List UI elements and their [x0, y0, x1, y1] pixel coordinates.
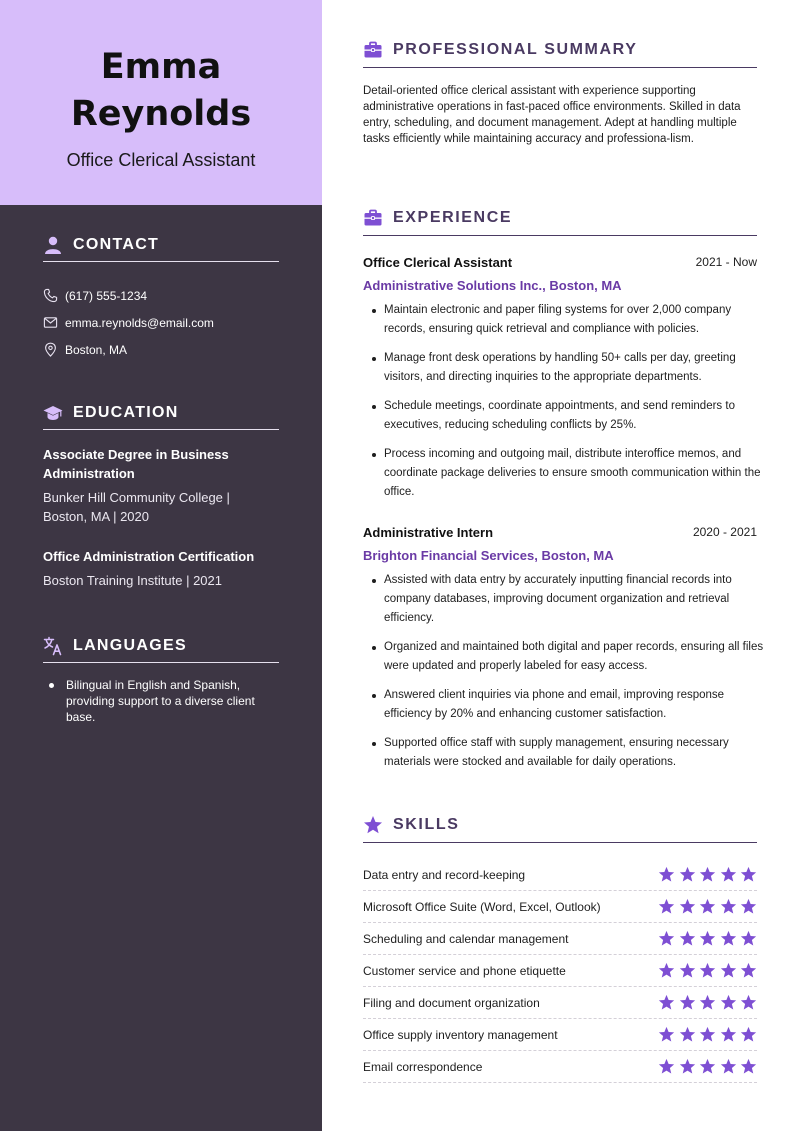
job-entry-company: Administrative Solutions Inc., Boston, MA [363, 278, 622, 293]
skill-row [363, 1051, 757, 1083]
first-name: Emma [100, 47, 222, 87]
contact-section [43, 232, 279, 363]
contact-heading [43, 232, 279, 262]
skill-row [363, 923, 757, 955]
skill-rating [655, 994, 758, 1011]
job-title: Office Clerical Assistant [66, 150, 256, 170]
rating-star-icon [740, 898, 757, 915]
rating-star-icon [740, 994, 757, 1011]
skill-rating [655, 1058, 758, 1075]
briefcase-icon [363, 40, 383, 60]
job-bullet: Process incoming and outgoing mail, distribute interoffice memos, and coordinate package deliveries to ensure smooth communication within the office. [363, 445, 767, 502]
skill-row [363, 987, 757, 1019]
person-icon [43, 235, 63, 255]
job-bullet: Maintain electronic and paper filing systems for over 2,000 company records, ensuring quick retrieval and compliance with policies. [363, 301, 767, 339]
skill-name: Scheduling and calendar management [363, 931, 569, 946]
languages-heading [43, 633, 279, 663]
rating-star-icon [740, 1058, 757, 1075]
rating-star-icon [658, 1058, 675, 1075]
job-entry [363, 255, 767, 512]
rating-star-icon [679, 994, 696, 1011]
sidebar [0, 0, 322, 1131]
email-text: emma.reynolds@email.com [65, 315, 214, 330]
skill-rating [655, 866, 758, 883]
rating-star-icon [658, 1026, 675, 1043]
rating-star-icon [679, 930, 696, 947]
job-bullet: Assisted with data entry by accurately inputting financial records into company databases, improving document organization and retrieval efficiency. [363, 571, 767, 628]
skills-section [363, 813, 757, 1083]
contact-location [43, 336, 279, 363]
rating-star-icon [658, 994, 675, 1011]
rating-star-icon [720, 930, 737, 947]
graduation-cap-icon [43, 403, 63, 423]
contact-email[interactable] [43, 309, 279, 336]
name-banner [0, 0, 322, 205]
job-bullet: Answered client inquiries via phone and email, improving response efficiency by 20% and enhancing customer satisfaction. [363, 686, 767, 724]
rating-star-icon [740, 866, 757, 883]
rating-star-icon [740, 930, 757, 947]
summary-section [363, 38, 757, 147]
skills-heading-label: SKILLS [393, 815, 460, 833]
last-name: Reynolds [70, 94, 252, 134]
phone-icon [43, 288, 58, 303]
envelope-icon [43, 315, 58, 330]
job-entry [363, 525, 767, 782]
skill-row [363, 1019, 757, 1051]
job-entry-dates: 2020 - 2021 [692, 525, 757, 539]
contact-phone[interactable] [43, 282, 279, 309]
rating-star-icon [679, 1058, 696, 1075]
edu-school: Bunker Hill Community College | Boston, MA | 2020 [43, 490, 230, 524]
language-item [43, 677, 279, 725]
job-bullet: Supported office staff with supply management, ensuring necessary materials were stocked and available for daily operations. [363, 734, 767, 772]
rating-star-icon [740, 962, 757, 979]
job-entry-title: Administrative Intern [363, 525, 494, 540]
rating-star-icon [679, 1026, 696, 1043]
rating-star-icon [699, 994, 716, 1011]
briefcase-icon [363, 208, 383, 228]
rating-star-icon [679, 962, 696, 979]
summary-text: Detail-oriented office clerical assistant with experience supporting administrative operations in fast-paced office environments. Skilled in data entry, scheduling, and document management. Adept at handling multiple tasks efficiently while maintaining accuracy and professiona-lism. [363, 85, 741, 145]
skills-heading [363, 813, 757, 843]
edu-degree: Office Administration Certification [43, 549, 255, 564]
rating-star-icon [699, 1026, 716, 1043]
translate-icon [43, 636, 63, 656]
languages-heading-label: LANGUAGES [73, 636, 187, 654]
skill-name: Customer service and phone etiquette [363, 963, 566, 978]
experience-heading-label: EXPERIENCE [393, 208, 513, 226]
rating-star-icon [720, 1058, 737, 1075]
skill-rating [655, 962, 758, 979]
map-pin-icon [43, 342, 58, 357]
job-entry-dates: 2021 - Now [695, 255, 757, 269]
skill-name: Filing and document organization [363, 995, 540, 1010]
rating-star-icon [720, 1026, 737, 1043]
rating-star-icon [720, 994, 737, 1011]
rating-star-icon [740, 1026, 757, 1043]
education-heading-label: EDUCATION [73, 403, 179, 421]
edu-school: Boston Training Institute | 2021 [43, 573, 222, 588]
skill-rating [655, 1026, 758, 1043]
edu-degree: Associate Degree in Business Administration [43, 447, 229, 481]
rating-star-icon [699, 898, 716, 915]
education-item [43, 445, 279, 526]
skill-row [363, 955, 757, 987]
rating-star-icon [679, 866, 696, 883]
rating-star-icon [699, 866, 716, 883]
skill-row [363, 891, 757, 923]
skill-rating [655, 898, 758, 915]
education-heading [43, 400, 279, 430]
job-entry-title: Office Clerical Assistant [363, 255, 513, 270]
job-entry-company: Brighton Financial Services, Boston, MA [363, 548, 614, 563]
rating-star-icon [699, 1058, 716, 1075]
rating-star-icon [658, 898, 675, 915]
rating-star-icon [699, 962, 716, 979]
rating-star-icon [679, 898, 696, 915]
rating-star-icon [658, 962, 675, 979]
star-icon [363, 815, 383, 835]
skill-name: Microsoft Office Suite (Word, Excel, Outlook) [363, 899, 601, 914]
languages-section [43, 633, 279, 725]
job-bullet: Schedule meetings, coordinate appointments, and send reminders to executives, reducing scheduling conflicts by 25%. [363, 397, 767, 435]
summary-heading [363, 38, 757, 68]
location-text: Boston, MA [65, 342, 128, 357]
rating-star-icon [658, 866, 675, 883]
skills-list [363, 859, 757, 1083]
job-bullet: Organized and maintained both digital and paper records, ensuring all files were updated and properly labeled for easy access. [363, 638, 767, 676]
rating-star-icon [720, 898, 737, 915]
skill-name: Email correspondence [363, 1059, 483, 1074]
education-item [43, 547, 279, 590]
education-section [43, 400, 279, 590]
skill-name: Office supply inventory management [363, 1027, 558, 1042]
job-bullet: Manage front desk operations by handling 50+ calls per day, greeting visitors, and directing inquiries to the appropriate departments. [363, 349, 767, 387]
rating-star-icon [658, 930, 675, 947]
skill-rating [655, 930, 758, 947]
rating-star-icon [720, 866, 737, 883]
skill-row [363, 859, 757, 891]
language-text: Bilingual in English and Spanish, providing support to a diverse client base. [66, 678, 255, 724]
summary-heading-label: PROFESSIONAL SUMMARY [393, 40, 638, 58]
phone-text: (617) 555-1234 [65, 288, 148, 303]
experience-section [363, 206, 757, 236]
rating-star-icon [720, 962, 737, 979]
skill-name: Data entry and record-keeping [363, 867, 526, 882]
experience-heading [363, 206, 757, 236]
rating-star-icon [699, 930, 716, 947]
contact-heading-label: CONTACT [73, 235, 160, 253]
